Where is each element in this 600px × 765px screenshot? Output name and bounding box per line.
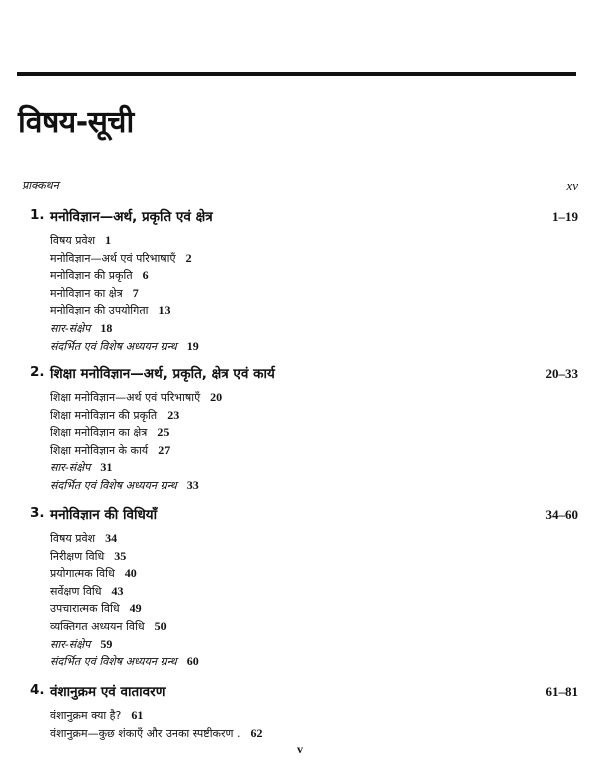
toc-item-text: उपचारात्मक विधि <box>50 602 120 616</box>
toc-item-page: 25 <box>157 425 170 440</box>
chapter-title: मनोविज्ञान—अर्थ, प्रकृति एवं क्षेत्र <box>50 209 213 225</box>
toc-item-page: 60 <box>186 654 199 669</box>
toc-item-page: 35 <box>114 548 127 563</box>
toc-item[interactable] <box>50 407 578 425</box>
toc-item-text: निरीक्षण विधि <box>50 549 105 563</box>
toc-item[interactable] <box>50 302 578 320</box>
page-number-footer: v <box>297 742 303 756</box>
toc-item[interactable] <box>50 565 578 583</box>
toc-item-page: 43 <box>111 583 124 598</box>
chapter-items <box>50 232 578 355</box>
toc-item-text: संदर्भित एवं विशेष अध्ययन ग्रन्थ <box>50 478 177 492</box>
toc-item-text: मनोविज्ञान की उपयोगिता <box>50 304 149 318</box>
toc-item-page: 23 <box>167 407 180 422</box>
toc-item-page: 6 <box>142 268 149 283</box>
toc-item-references[interactable] <box>50 338 578 356</box>
toc-item[interactable] <box>50 424 578 442</box>
toc-item-text: सर्वेक्षण विधि <box>50 584 102 598</box>
toc-item-text: मनोविज्ञान—अर्थ एवं परिभाषाएँ <box>50 251 176 265</box>
toc-item[interactable] <box>50 250 578 268</box>
toc-item-text: शिक्षा मनोविज्ञान के कार्य <box>50 443 149 457</box>
chapter-4 <box>22 682 578 742</box>
chapter-number: 1. <box>30 207 45 223</box>
toc-item-summary[interactable] <box>50 459 578 477</box>
toc-item-text: संदर्भित एवं विशेष अध्ययन ग्रन्थ <box>50 655 177 669</box>
toc-item[interactable] <box>50 285 578 303</box>
toc-item-page: 20 <box>210 390 223 404</box>
chapter-heading[interactable] <box>22 682 578 704</box>
toc-item-references[interactable] <box>50 653 578 671</box>
toc-item[interactable] <box>50 530 578 548</box>
chapter-heading[interactable] <box>22 207 578 229</box>
toc-item[interactable] <box>50 548 578 566</box>
toc-item-page: 40 <box>124 566 137 581</box>
chapter-number: 3. <box>30 505 45 521</box>
toc-item-text: विषय प्रवेश <box>50 234 96 247</box>
toc-item[interactable] <box>50 267 578 285</box>
toc-item-page: 61 <box>131 708 144 722</box>
chapter-title: शिक्षा मनोविज्ञान—अर्थ, प्रकृति, क्षेत्र एवं कार्य <box>50 366 275 382</box>
toc-item-references[interactable] <box>50 477 578 495</box>
chapter-number: 2. <box>30 364 45 380</box>
page-title: विषय-सूची <box>18 105 134 140</box>
toc-item-page: 18 <box>100 320 113 335</box>
preface-label: प्राक्कथन <box>22 179 59 192</box>
chapter-title: वंशानुक्रम एवं वातावरण <box>50 684 166 700</box>
toc-item-page: 62 <box>250 725 263 740</box>
toc-item[interactable] <box>50 583 578 601</box>
toc-item-text: शिक्षा मनोविज्ञान का क्षेत्र <box>50 426 148 440</box>
chapter-heading[interactable] <box>22 505 578 527</box>
chapter-page-range: 34–60 <box>545 507 578 522</box>
toc-item-text: शिक्षा मनोविज्ञान की प्रकृति <box>50 408 158 422</box>
toc-item-page: 19 <box>186 338 199 353</box>
toc-item-text: विषय प्रवेश <box>50 532 96 545</box>
toc-item-page: 2 <box>185 250 192 265</box>
chapter-heading[interactable] <box>22 364 578 386</box>
toc-item[interactable] <box>50 232 578 250</box>
preface-page: xv <box>566 178 578 193</box>
toc-item-text: शिक्षा मनोविज्ञान—अर्थ एवं परिभाषाएँ <box>50 391 201 404</box>
top-rule <box>17 72 576 76</box>
toc-item-page: 33 <box>186 477 199 492</box>
toc-item-text: सार-संक्षेप <box>50 637 91 651</box>
chapter-3 <box>22 505 578 671</box>
chapter-title: मनोविज्ञान की विधियाँ <box>50 507 158 523</box>
chapter-page-range: 20–33 <box>545 366 578 381</box>
toc-item-page: 1 <box>105 233 112 247</box>
chapter-page-range: 61–81 <box>545 684 578 699</box>
toc-item[interactable] <box>50 600 578 618</box>
toc-item-page: 59 <box>100 636 113 651</box>
toc-item[interactable] <box>50 707 578 725</box>
toc-item-text: सार-संक्षेप <box>50 321 91 335</box>
toc-item-page: 49 <box>129 601 142 616</box>
chapter-items <box>50 707 578 742</box>
preface-entry[interactable] <box>22 178 578 193</box>
toc-item-page: 13 <box>158 303 171 318</box>
toc-item-summary[interactable] <box>50 636 578 654</box>
toc-item[interactable] <box>50 618 578 636</box>
toc-item-text: मनोविज्ञान का क्षेत्र <box>50 286 123 300</box>
toc-item-text: वंशानुक्रम—कुछ शंकाएँ और उनका स्पष्टीकरण . <box>50 726 241 740</box>
toc-item-text: व्यक्तिगत अध्ययन विधि <box>50 619 145 633</box>
toc-item-text: संदर्भित एवं विशेष अध्ययन ग्रन्थ <box>50 339 177 353</box>
chapter-items <box>50 530 578 671</box>
toc-item[interactable] <box>50 389 578 407</box>
toc-item-page: 27 <box>158 442 171 457</box>
toc-item-page: 7 <box>132 285 139 300</box>
toc-item-page: 31 <box>100 460 113 475</box>
chapter-1 <box>22 207 578 355</box>
toc-item-text: सार-संक्षेप <box>50 461 91 475</box>
chapter-number: 4. <box>30 682 45 698</box>
toc-item[interactable] <box>50 442 578 460</box>
toc-item-text: मनोविज्ञान की प्रकृति <box>50 269 133 283</box>
toc-item-summary[interactable] <box>50 320 578 338</box>
toc-item-page: 34 <box>105 531 118 545</box>
chapter-2 <box>22 364 578 495</box>
toc-item-page: 50 <box>154 618 167 633</box>
chapter-page-range: 1–19 <box>552 209 578 224</box>
toc-item-text: वंशानुक्रम क्या है? <box>50 709 122 722</box>
toc-item[interactable] <box>50 725 578 743</box>
toc-item-text: प्रयोगात्मक विधि <box>50 567 115 581</box>
chapter-items <box>50 389 578 495</box>
